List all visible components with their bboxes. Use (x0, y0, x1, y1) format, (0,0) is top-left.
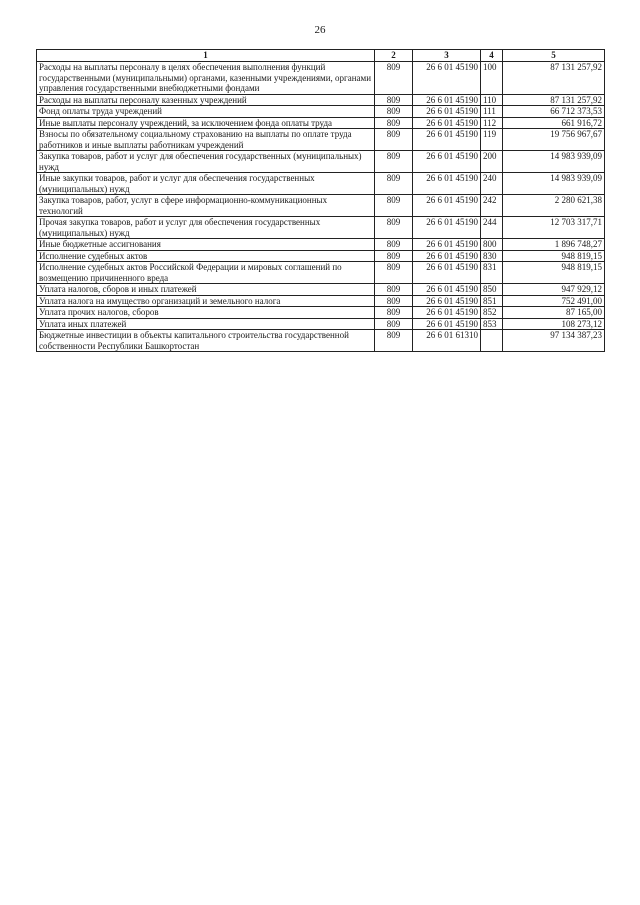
target-article: 26 6 01 61310 (413, 330, 481, 352)
target-article: 26 6 01 45190 (413, 307, 481, 319)
target-article: 26 6 01 45190 (413, 217, 481, 239)
ministry-code: 809 (375, 151, 413, 173)
expense-name: Бюджетные инвестиции в объекты капитального строительства государственной собственности Республики Башкортостан (37, 330, 375, 352)
expense-type: 831 (481, 262, 503, 284)
page-number: 26 (314, 24, 326, 36)
amount: 948 819,15 (503, 262, 605, 284)
amount: 87 165,00 (503, 307, 605, 319)
table-row (37, 195, 605, 217)
table-row (37, 307, 605, 319)
target-article: 26 6 01 45190 (413, 195, 481, 217)
expense-name: Исполнение судебных актов (37, 250, 375, 262)
target-article: 26 6 01 45190 (413, 117, 481, 129)
header-col-1: 1 (37, 50, 375, 62)
amount: 108 273,12 (503, 318, 605, 330)
ministry-code: 809 (375, 284, 413, 296)
amount: 948 819,15 (503, 250, 605, 262)
amount: 87 131 257,92 (503, 62, 605, 95)
table-row (37, 62, 605, 95)
ministry-code: 809 (375, 195, 413, 217)
budget-table (36, 49, 605, 352)
table-row (37, 262, 605, 284)
target-article: 26 6 01 45190 (413, 129, 481, 151)
table-row (37, 239, 605, 251)
target-article: 26 6 01 45190 (413, 173, 481, 195)
expense-name: Иные бюджетные ассигнования (37, 239, 375, 251)
amount: 87 131 257,92 (503, 94, 605, 106)
expense-name: Уплата налога на имущество организаций и земельного налога (37, 295, 375, 307)
table-row (37, 129, 605, 151)
table-row (37, 117, 605, 129)
target-article: 26 6 01 45190 (413, 151, 481, 173)
ministry-code: 809 (375, 307, 413, 319)
expense-name: Иные закупки товаров, работ и услуг для обеспечения государственных (муниципальных) нужд (37, 173, 375, 195)
expense-type: 852 (481, 307, 503, 319)
expense-name: Уплата прочих налогов, сборов (37, 307, 375, 319)
target-article: 26 6 01 45190 (413, 62, 481, 95)
table-row (37, 284, 605, 296)
expense-type: 830 (481, 250, 503, 262)
table-row (37, 151, 605, 173)
amount: 12 703 317,71 (503, 217, 605, 239)
amount: 14 983 939,09 (503, 151, 605, 173)
expense-type: 244 (481, 217, 503, 239)
expense-type: 850 (481, 284, 503, 296)
ministry-code: 809 (375, 295, 413, 307)
amount: 661 916,72 (503, 117, 605, 129)
target-article: 26 6 01 45190 (413, 239, 481, 251)
expense-type: 200 (481, 151, 503, 173)
target-article: 26 6 01 45190 (413, 250, 481, 262)
header-col-5: 5 (503, 50, 605, 62)
expense-name: Прочая закупка товаров, работ и услуг для обеспечения государственных (муниципальных) нужд (37, 217, 375, 239)
amount: 97 134 387,23 (503, 330, 605, 352)
target-article: 26 6 01 45190 (413, 284, 481, 296)
expense-type: 112 (481, 117, 503, 129)
amount: 752 491,00 (503, 295, 605, 307)
header-row (37, 50, 605, 62)
table-body (37, 62, 605, 352)
target-article: 26 6 01 45190 (413, 262, 481, 284)
expense-name: Фонд оплаты труда учреждений (37, 106, 375, 118)
expense-name: Исполнение судебных актов Российской Федерации и мировых соглашений по возмещению причиненного вреда (37, 262, 375, 284)
ministry-code: 809 (375, 217, 413, 239)
expense-type (481, 330, 503, 352)
expense-type: 242 (481, 195, 503, 217)
ministry-code: 809 (375, 129, 413, 151)
table-row (37, 217, 605, 239)
ministry-code: 809 (375, 262, 413, 284)
ministry-code: 809 (375, 94, 413, 106)
expense-name: Закупка товаров, работ, услуг в сфере информационно-коммуникационных технологий (37, 195, 375, 217)
expense-name: Уплата налогов, сборов и иных платежей (37, 284, 375, 296)
table-row (37, 295, 605, 307)
ministry-code: 809 (375, 117, 413, 129)
table-row (37, 318, 605, 330)
target-article: 26 6 01 45190 (413, 94, 481, 106)
target-article: 26 6 01 45190 (413, 106, 481, 118)
expense-name: Расходы на выплаты персоналу в целях обеспечения выполнения функций государственными (муниципальными) органами, казенными учреждениями, органами управления государственными внебюджетными фондами (37, 62, 375, 95)
amount: 947 929,12 (503, 284, 605, 296)
amount: 14 983 939,09 (503, 173, 605, 195)
amount: 19 756 967,67 (503, 129, 605, 151)
ministry-code: 809 (375, 106, 413, 118)
ministry-code: 809 (375, 173, 413, 195)
expense-type: 853 (481, 318, 503, 330)
target-article: 26 6 01 45190 (413, 295, 481, 307)
expense-type: 100 (481, 62, 503, 95)
header-col-2: 2 (375, 50, 413, 62)
table-row (37, 173, 605, 195)
table-row (37, 94, 605, 106)
amount: 66 712 373,53 (503, 106, 605, 118)
header-col-3: 3 (413, 50, 481, 62)
ministry-code: 809 (375, 330, 413, 352)
expense-name: Уплата иных платежей (37, 318, 375, 330)
expense-type: 110 (481, 94, 503, 106)
expense-type: 800 (481, 239, 503, 251)
expense-name: Закупка товаров, работ и услуг для обеспечения государственных (муниципальных) нужд (37, 151, 375, 173)
expense-name: Расходы на выплаты персоналу казенных учреждений (37, 94, 375, 106)
expense-type: 119 (481, 129, 503, 151)
amount: 1 896 748,27 (503, 239, 605, 251)
ministry-code: 809 (375, 239, 413, 251)
header-col-4: 4 (481, 50, 503, 62)
expense-name: Взносы по обязательному социальному страхованию на выплаты по оплате труда работников и иные выплаты работникам учреждений (37, 129, 375, 151)
expense-type: 851 (481, 295, 503, 307)
expense-name: Иные выплаты персоналу учреждений, за исключением фонда оплаты труда (37, 117, 375, 129)
table-row (37, 250, 605, 262)
table-row (37, 106, 605, 118)
ministry-code: 809 (375, 250, 413, 262)
ministry-code: 809 (375, 318, 413, 330)
table-row (37, 330, 605, 352)
expense-type: 111 (481, 106, 503, 118)
target-article: 26 6 01 45190 (413, 318, 481, 330)
expense-type: 240 (481, 173, 503, 195)
amount: 2 280 621,38 (503, 195, 605, 217)
ministry-code: 809 (375, 62, 413, 95)
table-header (37, 50, 605, 62)
